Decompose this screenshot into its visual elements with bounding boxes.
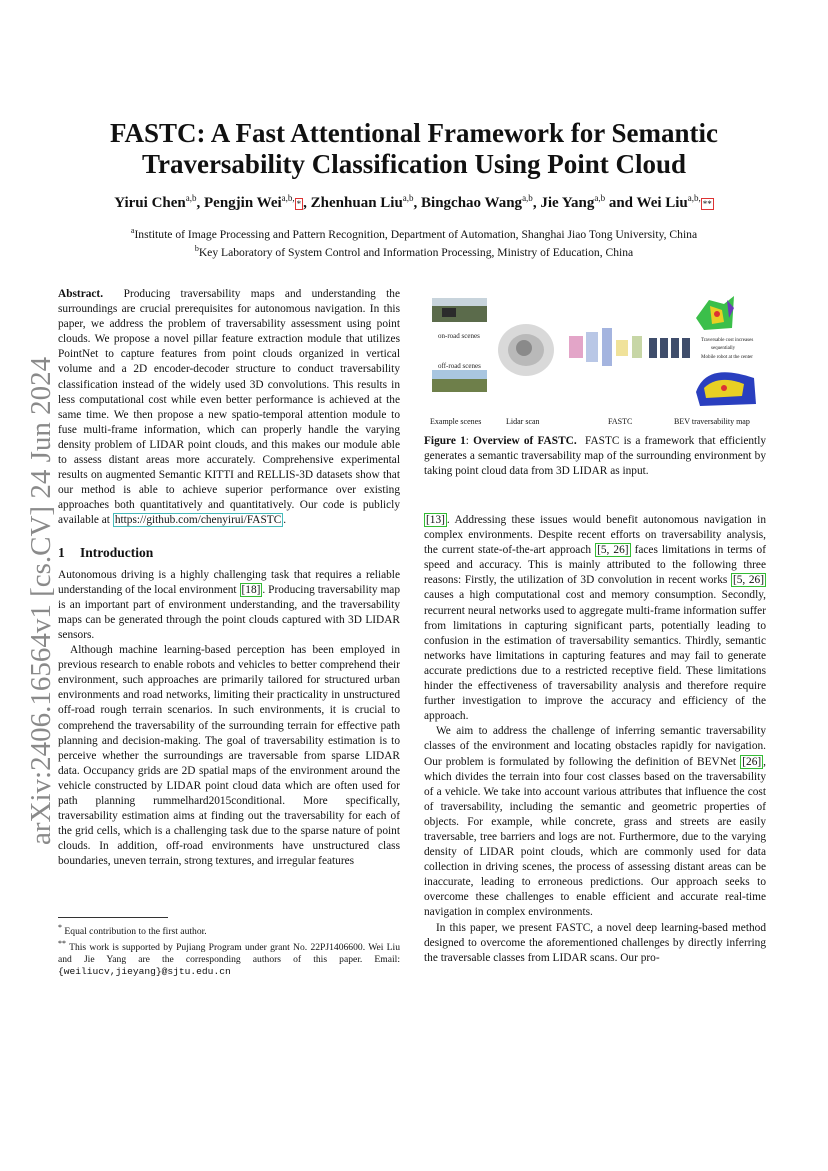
author-0: Yirui Chen$^{a,b}$ — [114, 193, 197, 211]
footnote-1: * Equal contribution to the first author. — [58, 923, 207, 938]
footnote-link-double-star[interactable]: ** — [702, 199, 712, 209]
fig-label-bev-map: BEV traversability map — [674, 417, 750, 426]
paper-title — [60, 118, 768, 180]
fig-label-example-scenes: Example scenes — [430, 417, 482, 426]
intro-paragraph-2: Although machine learning-based perception has been employed in previous research to enable robots and vehicles to better comprehend their environment, such approaches are primarily tailored for structured urban environments and road networks, limiting their practicality in unstructured off-road rough terrain scenarios. In such environments, it is crucial to comprehend the traversability of the surrounding terrain for effective path planning and decision-making. The goal of traversability estimation is to perceive whether the surroundings are traversable from sparse LIDAR data. Occupancy grids are 2D spatial maps of the environment around the vehicle constructed by LIDAR point cloud data which are often used for path planning rummelhard2015conditional. More specifically, traversability estimation aims at finding out the traversability for each of the grid cells, which is a challenging task due to the sparse nature of point clouds. In addition, off-road environments have unstructured class boundaries, uneven terrain, strong textures, and irregular features — [58, 644, 400, 868]
footnote-rule — [58, 917, 168, 918]
author-1: Pengjin Wei$^{a,b,}$* — [204, 193, 302, 211]
on-road-label: on-road scenes — [438, 332, 480, 340]
fig-note-2: sequentially — [711, 346, 736, 351]
email-address: {weiliucv,jieyang}@sjtu.edu.cn — [58, 966, 231, 978]
affiliation-a: $^a$Institute of Image Processing and Pattern Recognition, Department of Automation, Shanghai Jiao Tong University, China — [130, 226, 698, 241]
section-heading-introduction: 1 Introduction — [58, 544, 154, 560]
abstract-label: Abstract. — [58, 288, 104, 300]
fig-note-3: Mobile robot at the center — [701, 355, 753, 360]
bev-traversability-map-bottom — [694, 366, 756, 408]
fig-label-lidar-scan: Lidar scan — [506, 417, 540, 426]
abstract-text: Producing traversability maps and understanding the surroundings are crucial prerequisites for autonomous navigation. In this paper, we address the problem of traversability assessment using point clouds. We propose a novel pillar feature extraction module that utilizes PointNet to capture features from point clouds organized in vertical volume and a 2D encoder-decoder structure to conduct traversability classification instead of the widely used 3D convolutions. This results in less computational cost while even better performance is achieved at the same time. We then propose a new spatio-temporal attention module to fuse multi-frame information, which can properly handle the varying density problem of LIDAR point clouds, and this makes our module able to assess distant areas more accurately. Comprehensive experimental results on augmented Semantic KITTI and RELLIS-3D datasets show that our method is able to achieve superior performance over existing approaches both quantitatively and quantitatively. Our code is publicly available at — [58, 288, 400, 527]
right-paragraph-2: We aim to address the challenge of inferring semantic traversability classes of the environment and locating obstacles rapidly for navigation. Our problem is formulated by following the definition of BEVNet [26] , which divides the terrain into four cost classes based on the traversability of a vehicle. We take into account various attributes that influence the cost of traversability, including the semantic and geometric properties of objects. For example, while concrete, grass and streets are easily traversable, tree barriers and logs are not. Furthermore, due to the varying density of LIDAR point clouds, which are commonly used for data collection in driving scenes, the process of assessing distant areas can be inaccurate, leading to erroneous predictions. Our approach seeks to overcome these challenges to enable efficient and accurate real-time navigation in complex environments. — [424, 725, 766, 919]
citation-link[interactable]: [26] — [742, 755, 762, 768]
author-4: Jie Yang$^{a,b}$ — [540, 193, 606, 211]
code-link[interactable]: https://github.com/chenyirui/FASTC — [114, 514, 282, 527]
abstract: Abstract. Producing traversability maps and understanding the surroundings are crucial prerequisites for autonomous navigation. In this paper, we address the problem of traversability assessment using point clouds. We propose a novel pillar feature extraction module that utilizes PointNet to capture features from point clouds organized in vertical volume and a 2D encoder-decoder structure to conduct traversability classification instead of the widely used 3D convolutions. This results in less computational cost while even better performance is achieved at the same time. We then propose a new spatio-temporal attention module to fuse multi-frame information, which can properly handle the varying density problem of LIDAR point clouds, and this makes our module able to assess distant areas more accurately. Comprehensive experimental results on augmented Semantic KITTI and RELLIS-3D datasets show that our method is able to achieve superior performance over existing approaches both quantitatively and quantitatively. Our code is publicly available at https://github.com/chenyirui/FASTC . — [58, 288, 400, 527]
right-paragraph-3: In this paper, we present FASTC, a novel deep learning-based method designed to overcome the aforementioned challenges by directly inferring the traversable classes from LIDAR scans. Our pro- — [424, 921, 766, 964]
title-line-2: Traversability Classification Using Point Cloud — [141, 149, 687, 179]
arxiv-id-text: arXiv:2406.16564v1 [cs.CV] 24 Jun 2024 — [25, 356, 57, 845]
footnotes — [58, 922, 400, 978]
citation-link[interactable]: [13] — [426, 514, 445, 526]
figure-1-overview — [424, 288, 768, 438]
footnote-2: ** This work is supported by Pujiang Program under grant No. 22PJ1406600. Wei Liu and Jie Yang are the corresponding authors of this paper. Email: {weiliucv,jieyang}@sjtu.edu.cn — [58, 939, 400, 978]
lidar-scan-image — [498, 324, 554, 376]
citation-link[interactable]: [5, 26] — [732, 574, 765, 587]
intro-paragraph-1: Autonomous driving is a highly challenging task that requires a reliable understanding of the local environment [18] . Producing traversability map is an important part of environment understanding, and the traversability maps can be generated through the point clouds captured with 3D LIDAR sensors. — [58, 568, 400, 641]
right-paragraph-1: [13] . Addressing these issues would benefit autonomous navigation in complex environments. Despite recent efforts on traversability analysis, the current state-of-the-art approach [5, 26] faces limitations in terms of speed and accuracy. This is mainly attributed to the following three reasons: Firstly, the utilization of 3D convolution in recent works [5, 26] causes a high computational cost and memory consumption. Secondly, recurrent neural networks used to aggregate multi-frame information suffer from limitations in capturing significant parts, potentially leading to confusion in the estimation of traversability semantics. Thirdly, semantic networks have limitations in capturing features and may fail to generate accurate predictions due to a restricted receptive field. These limitations hinder the effectiveness of traversability analysis and therefore require further investigation to improve the accuracy and efficiency of the approach. — [424, 514, 766, 723]
title-line-1: FASTC: A Fast Attentional Framework for Semantic — [110, 118, 718, 148]
authors-and: and — [608, 195, 634, 211]
affiliations — [60, 224, 768, 260]
citation-link[interactable]: [5, 26] — [597, 544, 629, 557]
author-list: Yirui Chen$^{a,b}$, Pengjin Wei$^{a,b,}$* , Zhenhuan Liu$^{a,b}$, Bingchao Wang$^{a,b}$, Jie Yang$^{a,b}$ and Wei Liu$^{a,b,}$** — [114, 193, 712, 211]
off-road-label: off-road scenes — [438, 362, 481, 370]
right-column — [424, 513, 766, 966]
arxiv-sidebar-identifier — [6, 340, 66, 860]
footnote-link-star[interactable]: * — [296, 199, 302, 209]
figure-1-diagram — [424, 288, 768, 416]
figure-1-caption: Figure 1: Overview of FASTC. FASTC is a framework that efficiently generates a semantic traversability map of the surrounding environment by taking point cloud data from 3D LIDAR as input. — [424, 435, 767, 478]
bev-traversability-map-top — [694, 294, 736, 332]
author-2: Zhenhuan Liu$^{a,b}$ — [310, 193, 414, 211]
fig-label-fastc: FASTC — [608, 417, 633, 426]
affiliation-b: $^b$Key Laboratory of System Control and Information Processing, Ministry of Education, China — [194, 243, 634, 259]
author-3: Bingchao Wang$^{a,b}$ — [421, 193, 533, 211]
left-column — [58, 287, 400, 869]
author-5: Wei Liu$^{a,b,}$** — [636, 193, 712, 211]
citation-link[interactable]: [18] — [241, 583, 261, 596]
fastc-network-diagram — [569, 328, 690, 366]
fig-note-1: Traversable cost increases — [701, 338, 754, 343]
